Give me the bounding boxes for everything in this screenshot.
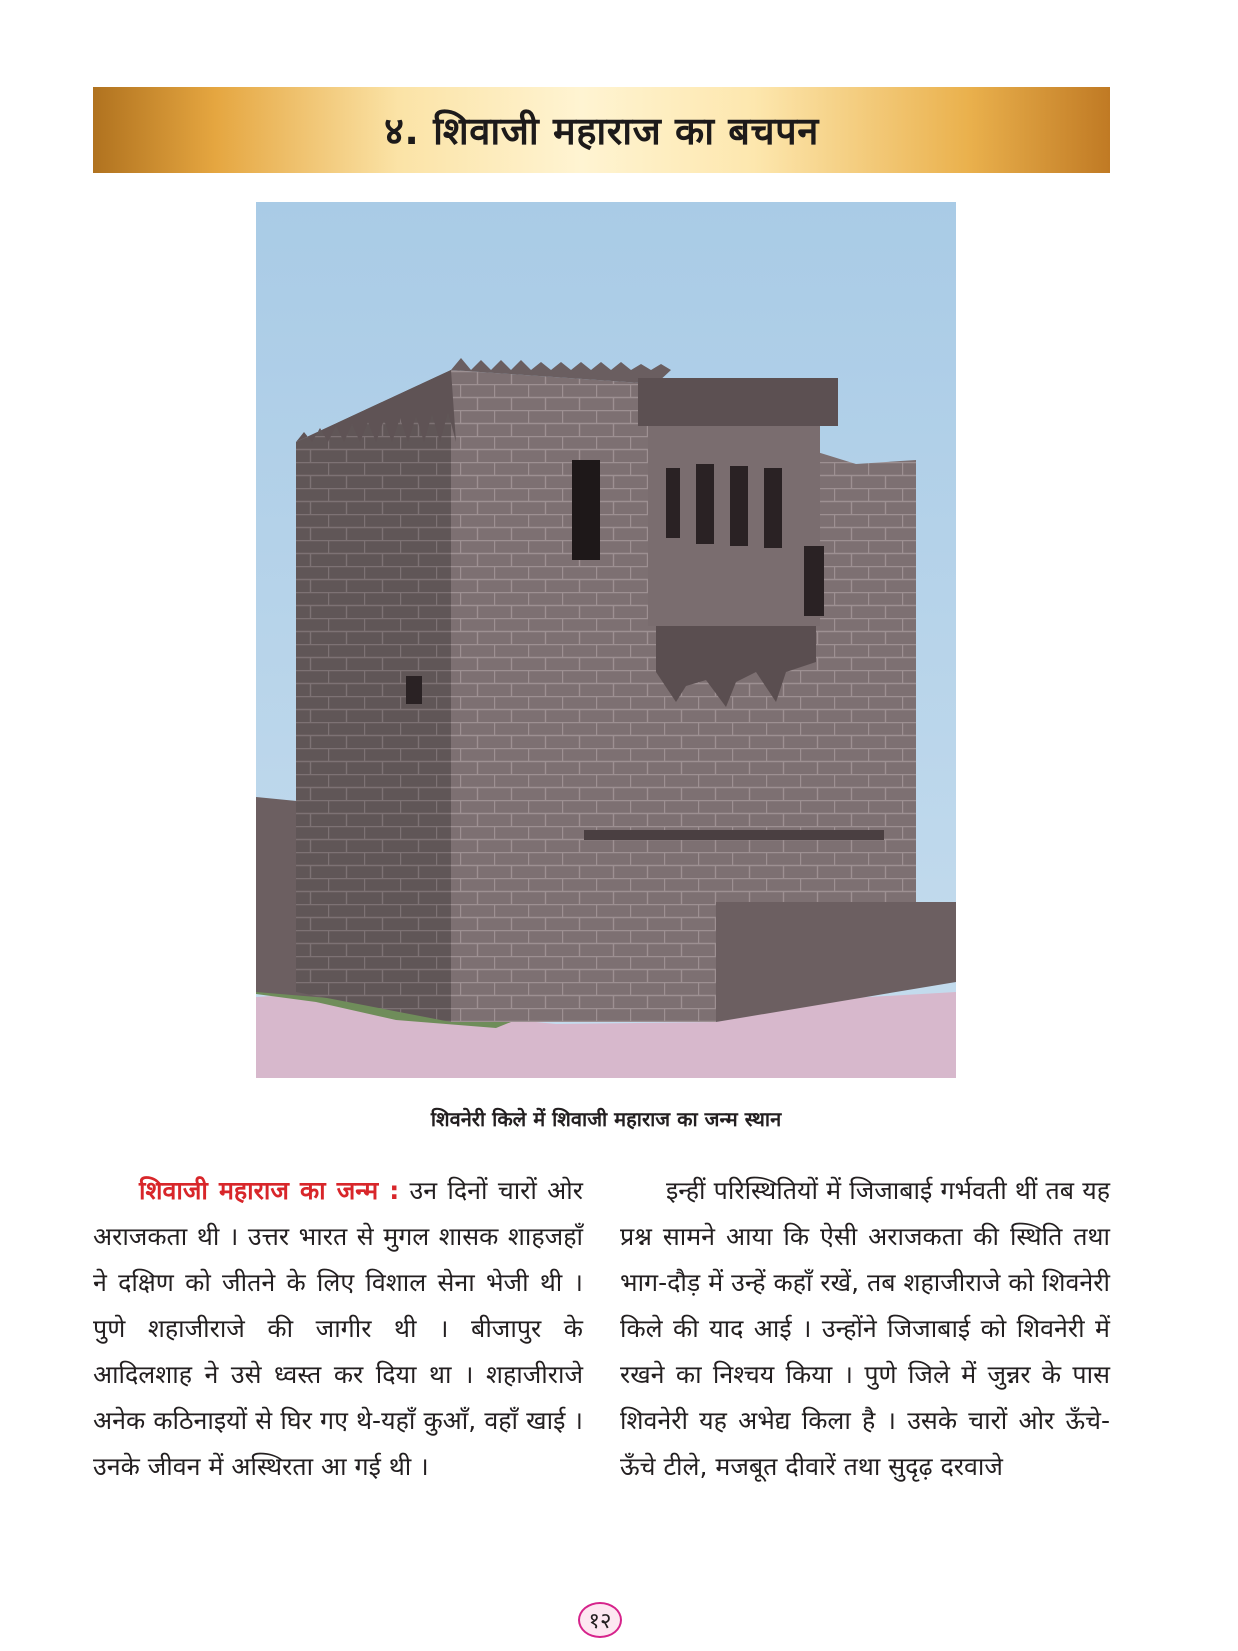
photo-caption: शिवनेरी किले में शिवाजी महाराज का जन्म स्थान: [430, 1107, 782, 1131]
right-paragraph: इन्हीं परिस्थितियों में जिजाबाई गर्भवती थीं तब यह प्रश्न सामने आया कि ऐसी अराजकता की स्थिति तथा भाग-दौड़ में उन्हें कहाँ रखें, तब शहाजीराजे को शिवनेरी किले की याद आई । उन्होंने जिजाबाई को शिवनेरी में रखने का निश्चय किया । पुणे जिले में जुन्नर के पास शिवनेरी यह अभेद्य किला है । उसके चारों ओर ऊँचे-ऊँचे टीले, मजबूत दीवारें तथा सुदृढ़ दरवाजे: [620, 1176, 1110, 1481]
left-column: [93, 1168, 583, 1490]
left-paragraph: [93, 1168, 583, 1490]
page-number: १२: [578, 1602, 622, 1638]
chapter-title-banner: [93, 87, 1110, 173]
chapter-title: ४. शिवाजी महाराज का बचपन: [384, 109, 819, 153]
left-paragraph-text: उन दिनों चारों ओर अराजकता थी । उत्तर भारत से मुगल शासक शाहजहाँ ने दक्षिण को जीतने के लिए विशाल सेना भेजी थी । पुणे शहाजीराजे की जागीर थी । बीजापुर के आदिलशाह ने उसे ध्वस्त कर दिया था । शहाजीराजे अनेक कठिनाइयों से घिर गए थे-यहाँ कुआँ, वहाँ खाई । उनके जीवन में अस्थिरता आ गई थी ।: [93, 1176, 583, 1481]
fort-photo: [256, 202, 956, 1078]
section-heading: शिवाजी महाराज का जन्म :: [139, 1176, 400, 1205]
right-column: [620, 1168, 1110, 1490]
